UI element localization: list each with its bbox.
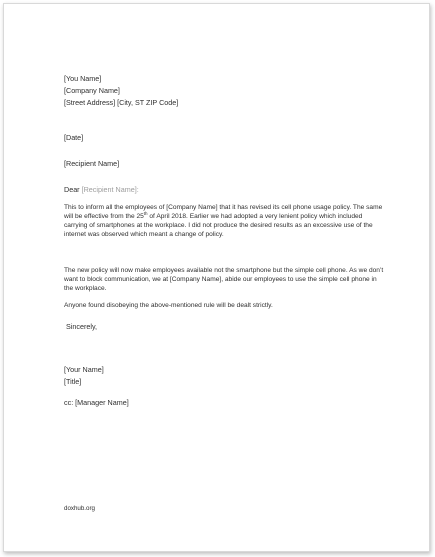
salutation-prefix: Dear	[64, 185, 82, 194]
signature-title: [Title]	[64, 377, 82, 386]
ordinal-suffix: th	[143, 210, 148, 216]
signature-name: [Your Name]	[64, 365, 104, 374]
body-paragraph-2: The new policy will now make employees available not the smartphone but the simple cell phone. As we don’t want to block communication, we at [Company Name], abide our employees to use the simple cell phone in the workplace.	[64, 267, 384, 293]
sender-name: [You Name]	[64, 74, 102, 83]
cc-line: cc: [Manager Name]	[64, 398, 129, 407]
body-paragraph-3: Anyone found disobeying the above-mentioned rule will be dealt strictly.	[64, 302, 273, 309]
salutation-recipient: [Recipient Name]	[81, 185, 137, 194]
body-paragraph-1-part-a: This to inform all the employees of [Company Name] that it has revised its cell phone usage policy. The same will be effective from the 25	[64, 204, 383, 221]
salutation	[64, 185, 139, 195]
footer-site: doxhub.org	[64, 505, 95, 512]
body-paragraph-1-part-b: of April 2018. Earlier we had adopted a very lenient policy which included carrying of smartphones at the workplace. I did not produce the desired results as an excessive use of the internet was observed which meant a change of policy.	[64, 213, 373, 239]
closing: Sincerely,	[66, 322, 98, 331]
sender-address: [Street Address] [City, ST ZIP Code]	[64, 98, 179, 107]
letter-page	[3, 3, 430, 552]
body-paragraph-1	[64, 203, 384, 239]
salutation-colon: :	[136, 185, 139, 194]
sender-company: [Company Name]	[64, 86, 120, 95]
recipient-name: [Recipient Name]	[64, 159, 120, 168]
letter-date: [Date]	[64, 133, 84, 142]
